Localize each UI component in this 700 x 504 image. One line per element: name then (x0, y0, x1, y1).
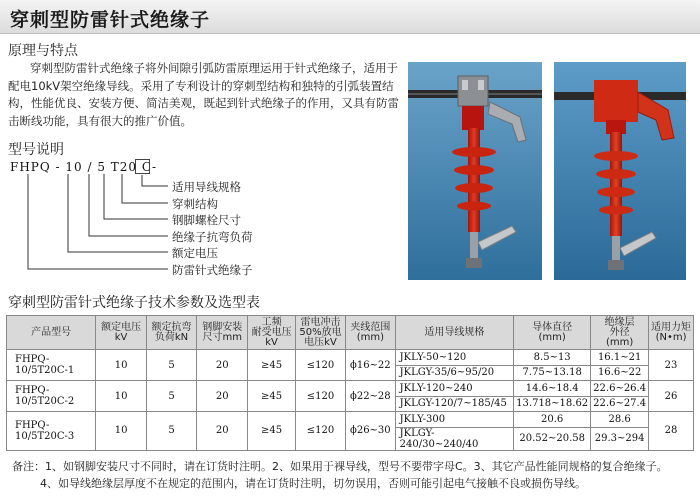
table-row (7, 381, 694, 397)
cell-spec: JKLGY-35/6~95/20 (395, 365, 514, 381)
cell-diameter: 7.75~13.18 (514, 365, 591, 381)
table-title: 穿刺型防雷针式绝缘子技术参数及选型表 (8, 295, 260, 311)
cell-outer: 16.1~21 (591, 350, 649, 366)
cell-voltage: 10 (96, 381, 147, 412)
cell-diameter: 14.6~18.4 (514, 381, 591, 397)
cell-load: 5 (146, 381, 196, 412)
cell-diameter: 13.718~18.62 (514, 396, 591, 412)
cell-model: FHPQ-10/5T20C-3 (7, 412, 96, 451)
cell-impulse: ≤120 (295, 381, 345, 412)
legend-item: 额定电压 (172, 246, 218, 260)
cell-power-freq: ≥45 (248, 381, 296, 412)
column-header: 导体直径 (mm) (514, 316, 591, 350)
cell-size: 20 (197, 412, 248, 451)
legend-item: 钢脚螺栓尺寸 (172, 213, 241, 227)
cell-diameter: 20.6 (514, 412, 591, 428)
cell-spec: JKLY-120~240 (395, 381, 514, 397)
page-title: 穿刺型防雷针式绝缘子 (10, 9, 211, 31)
cell-spec: JKLY-300 (395, 412, 514, 428)
principle-text: 穿刺型防雷针式绝缘子将外间隙引弧防雷原理运用于针式绝缘子，适用于配电10kV架空绝缘导线。采用了专利设计的穿刺型结构和独特的引弧装置结构，性能优良、安装方便、简洁美观，既起到针式绝缘子的作用，又具有防雷击断线功能，具有很大的推广价值。 (8, 61, 399, 128)
column-header: 钢脚安装 尺寸mm (197, 316, 248, 350)
spec-table (6, 315, 694, 451)
cell-impulse: ≤120 (295, 350, 345, 381)
column-header: 工频 耐受电压 kV (248, 316, 296, 350)
column-header: 夹线范围 (mm) (346, 316, 396, 350)
cell-outer: 16.6~22 (591, 365, 649, 381)
cell-outer: 22.6~26.4 (591, 381, 649, 397)
column-header: 适用力矩 (N•m) (649, 316, 694, 350)
title-bar (0, 0, 700, 34)
cell-power-freq: ≥45 (248, 350, 296, 381)
legend-item: 适用导线规格 (172, 180, 241, 194)
cell-power-freq: ≥45 (248, 412, 296, 451)
cell-diameter: 8.5~13 (514, 350, 591, 366)
column-header: 雷电冲击 50%放电 电压kV (295, 316, 345, 350)
model-code: FHPQ - 10 / 5 T20 C- (10, 160, 158, 174)
cell-impulse: ≤120 (295, 412, 345, 451)
cell-torque: 26 (649, 381, 694, 412)
insulator-photo-product (554, 62, 686, 280)
cell-model: FHPQ-10/5T20C-2 (7, 381, 96, 412)
legend-item: 穿刺结构 (172, 197, 218, 211)
column-header: 绝缘层 外径 (mm) (591, 316, 649, 350)
cell-clamp: ϕ26~30 (346, 412, 396, 451)
cell-model: FHPQ-10/5T20C-1 (7, 350, 96, 381)
cell-outer: 28.6 (591, 412, 649, 428)
cell-size: 20 (197, 350, 248, 381)
table-row (7, 350, 694, 366)
column-header: 额定抗弯 负荷kN (146, 316, 196, 350)
cell-diameter: 20.52~20.58 (514, 427, 591, 450)
cell-outer: 29.3~294 (591, 427, 649, 450)
cell-clamp: ϕ16~22 (346, 350, 396, 381)
insulator-photo-installed (408, 62, 542, 280)
column-header: 额定电压 kV (96, 316, 147, 350)
column-header: 产品型号 (7, 316, 96, 350)
cell-spec: JKLGY-120/7~185/45 (395, 396, 514, 412)
table-body (7, 350, 694, 451)
model-explain-heading: 型号说明 (8, 142, 64, 158)
cell-torque: 28 (649, 412, 694, 451)
principle-heading: 原理与特点 (8, 43, 78, 59)
cell-torque: 23 (649, 350, 694, 381)
legend-item: 防雷针式绝缘子 (172, 263, 253, 277)
note-line: 备注：1、如钢脚安装尺寸不同时，请在订货时注明。2、如果用于裸导线，型号不要带字母C。3、其它产品性能同规格的复合绝缘子。 (12, 460, 668, 473)
cell-spec: JKLY-50~120 (395, 350, 514, 366)
cell-clamp: ϕ22~28 (346, 381, 396, 412)
cell-outer: 22.6~27.4 (591, 396, 649, 412)
cell-load: 5 (146, 412, 196, 451)
column-header: 适用导线规格 (395, 316, 514, 350)
cell-size: 20 (197, 381, 248, 412)
cell-load: 5 (146, 350, 196, 381)
cell-spec: JKLGY-240/30~240/40 (395, 427, 514, 450)
note-line: 4、如导线绝缘层厚度不在规定的范围内，请在订货时注明，切勿误用，否则可能引起电气接触不良或损伤导线。 (40, 477, 586, 490)
code-placeholder-box (135, 159, 150, 174)
cell-voltage: 10 (96, 350, 147, 381)
table-header-row (7, 316, 694, 350)
table-row (7, 412, 694, 428)
cell-voltage: 10 (96, 412, 147, 451)
legend-item: 绝缘子抗弯负荷 (172, 230, 253, 244)
